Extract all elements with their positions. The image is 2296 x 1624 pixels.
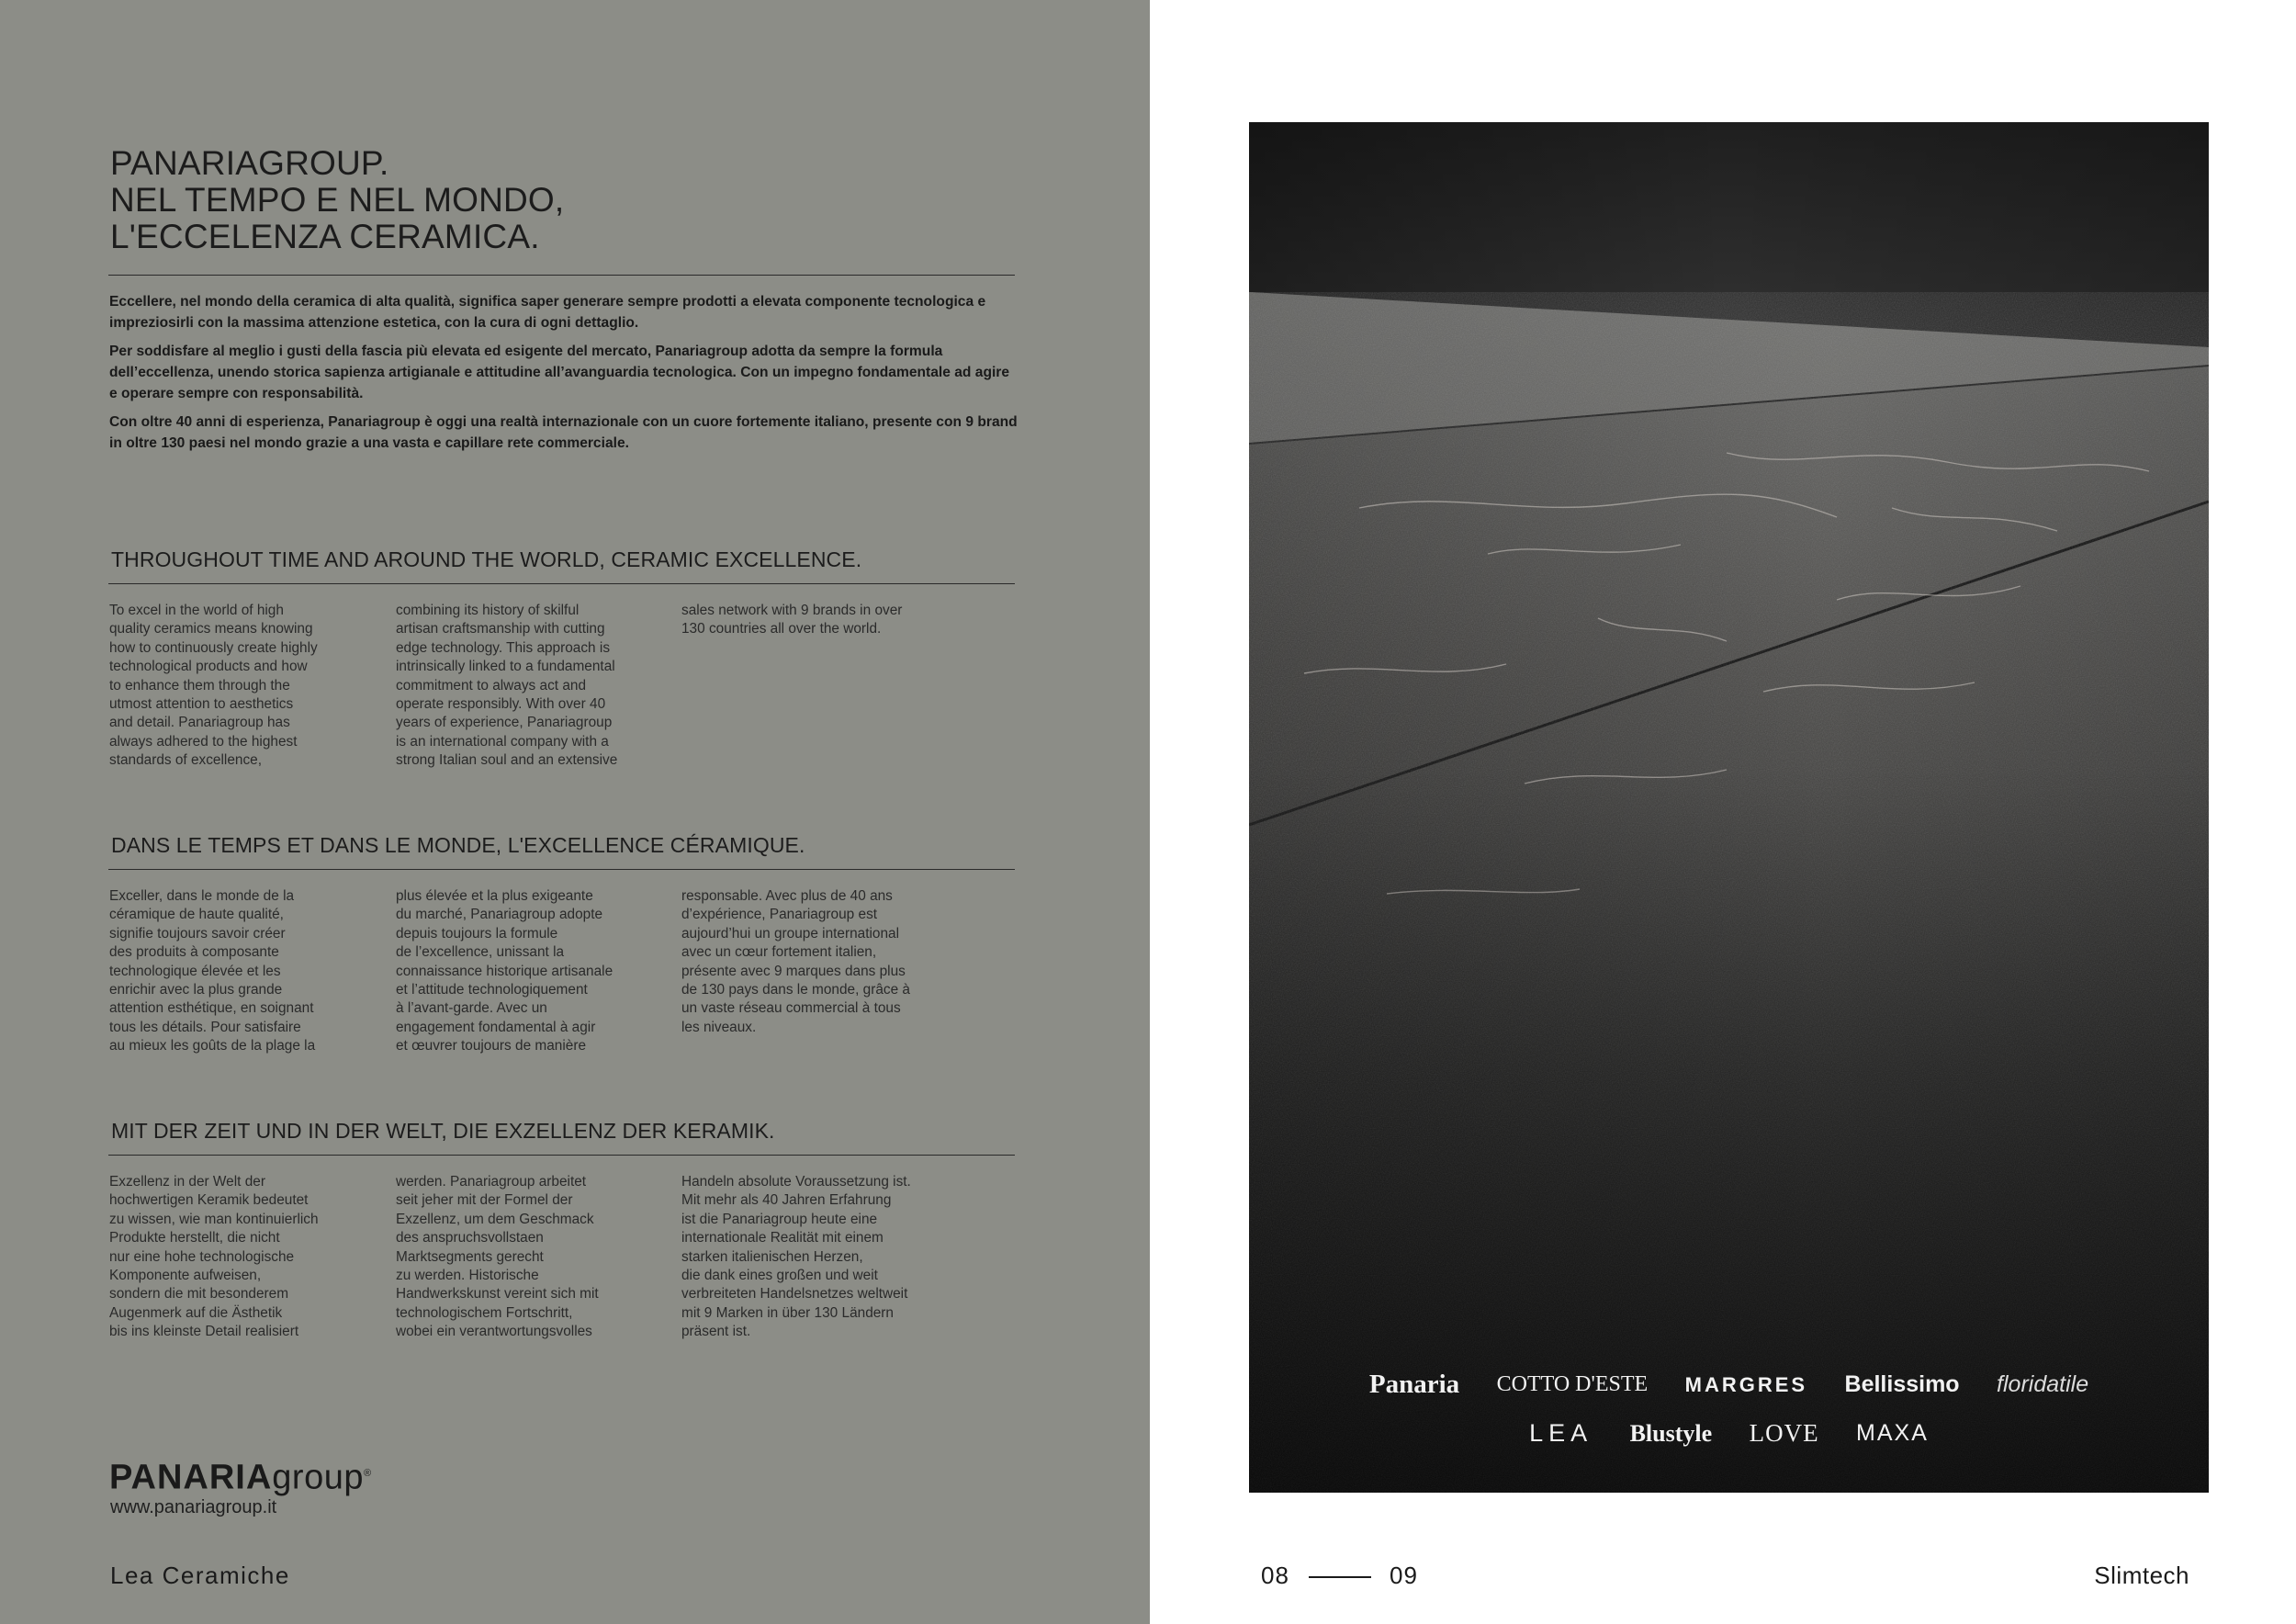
section-column: Exceller, dans le monde de la céramique de haute qualité, signifie toujours savoir créer des produits à composante technologique élevée et les enrichir avec la plus grande attention esthétique, en soignant tous les détails. Pour satisfaire au mieux les goûts de la plage la: [109, 888, 316, 1054]
section-column: Handeln absolute Voraussetzung ist. Mit mehr als 40 Jahren Erfahrung ist die Panariagroup heute eine internationale Realität mit einem starken italienischen Herzen, die dank eines großen und weit verbreiteten Handelsnetzes weltweit mit 9 Marken in über 130 Ländern präsent ist.: [681, 1174, 911, 1340]
footer-collection-name: Slimtech: [2094, 1562, 2189, 1589]
divider: [108, 583, 1015, 584]
section-title-french: DANS LE TEMPS ET DANS LE MONDE, L'EXCELLENCE CÉRAMIQUE.: [111, 833, 805, 857]
section-column: combining its history of skilful artisan craftsmanship with cutting edge technology. This approach is intrinsically linked to a fundamental commitment to always act and operate responsibly. With over 40 years of experience, Panariagroup is an international company with a strong Italian soul and an extensive: [396, 603, 618, 769]
title-line: PANARIAGROUP.: [110, 144, 389, 182]
brand-logo-bellissimo: Bellissimo: [1844, 1371, 1960, 1397]
section-column: responsable. Avec plus de 40 ans d’expérience, Panariagroup est aujourd’hui un groupe international avec un cœur fortement italien, présente avec 9 marques dans plus de 130 pays dans le monde, grâce à un vaste réseau commercial à tous les niveaux.: [681, 888, 910, 1035]
brand-logo-lea: LEA: [1529, 1419, 1593, 1447]
section-title-english: THROUGHOUT TIME AND AROUND THE WORLD, CERAMIC EXCELLENCE.: [111, 547, 862, 571]
brand-logos-row-1: [1249, 1370, 2209, 1400]
logo-registered-mark: ®: [364, 1468, 372, 1479]
logo-bold-text: PANARIA: [109, 1458, 273, 1497]
intro-paragraph: Con oltre 40 anni di esperienza, Panariagroup è oggi una realtà internazionale con un cuore fortemente italiano, presente con 9 brand in oltre 130 paesi nel mondo grazie a una vasta e capillare rete commerciale.: [109, 414, 1018, 451]
footer-brand-name: Lea Ceramiche: [110, 1562, 290, 1589]
page-number-separator: [1309, 1576, 1371, 1578]
section-column: werden. Panariagroup arbeitet seit jeher mit der Formel der Exzellenz, um dem Geschmack des anspruchsvollstaen Marktsegments gerecht zu werden. Historische Handwerkskunst vereint sich mit technologischem Fortschritt, wobei ein verantwortungsvolles: [396, 1174, 599, 1340]
intro-text: [109, 291, 1019, 461]
brand-logo-blustyle: Blustyle: [1629, 1419, 1713, 1447]
stone-floor-illustration: [1249, 122, 2209, 1493]
page-number-left: 08: [1261, 1562, 1289, 1589]
brand-logo-maxa: MAXA: [1856, 1420, 1929, 1446]
panariagroup-logo: [109, 1453, 371, 1498]
website-link[interactable]: www.panariagroup.it: [110, 1497, 277, 1517]
section-column: plus élevée et la plus exigeante du marché, Panariagroup adopte depuis toujours la formule de l’excellence, unissant la connaissance historique artisanale et l’attitude technologiquement à l’avant-garde. Avec un engagement fondamental à agir et œuvrer toujours de manière: [396, 888, 613, 1054]
logo-light-text: group: [272, 1458, 364, 1497]
brand-logo-floridatile: floridatile: [1997, 1371, 2089, 1397]
brand-logo-love: LOVE: [1749, 1419, 1819, 1447]
page-number-right: 09: [1390, 1562, 1418, 1589]
title-line: NEL TEMPO E NEL MONDO,: [110, 181, 565, 219]
section-column: sales network with 9 brands in over 130 countries all over the world.: [681, 603, 903, 637]
divider: [108, 869, 1015, 870]
brand-logo-panaria: Panaria: [1368, 1370, 1460, 1399]
brand-logo-cotto-deste: COTTO D'ESTE: [1496, 1372, 1649, 1396]
section-column: Exzellenz in der Welt der hochwertigen Keramik bedeutet zu wissen, wie man kontinuierlich Produkte herstellt, die nicht nur eine hohe technologische Komponente aufweisen, sondern die mit besonderem Augenmerk auf die Ästhetik bis ins kleinste Detail realisiert: [109, 1174, 319, 1340]
section-column: To excel in the world of high quality ceramics means knowing how to continuously create highly technological products and how to enhance them through the utmost attention to aesthetics and detail. Panariagroup has always adhered to the highest standards of excellence,: [109, 603, 318, 769]
page-title: [110, 145, 564, 255]
title-line: L'ECCELENZA CERAMICA.: [110, 218, 540, 255]
intro-paragraph: Per soddisfare al meglio i gusti della fascia più elevata ed esigente del mercato, Panariagroup adotta da sempre la formula dell’eccellenza, unendo storica sapienza artigianale e attitudine all’avanguardia tecnologica. Con un impegno fondamentale ad agire e operare sempre con responsabilità.: [109, 344, 1010, 401]
brand-logo-margres: MARGRES: [1684, 1372, 1808, 1396]
intro-paragraph: Eccellere, nel mondo della ceramica di alta qualità, significa saper generare sempre prodotti a elevata componente tecnologica e impreziosirli con la massima attenzione estetica, con la cura di ogni dettaglio.: [109, 294, 986, 331]
divider: [108, 1155, 1015, 1156]
stone-floor-photo: [1249, 122, 2209, 1493]
brand-logos-row-2: [1249, 1419, 2209, 1448]
divider: [108, 275, 1015, 276]
section-title-german: MIT DER ZEIT UND IN DER WELT, DIE EXZELLENZ DER KERAMIK.: [111, 1119, 775, 1143]
